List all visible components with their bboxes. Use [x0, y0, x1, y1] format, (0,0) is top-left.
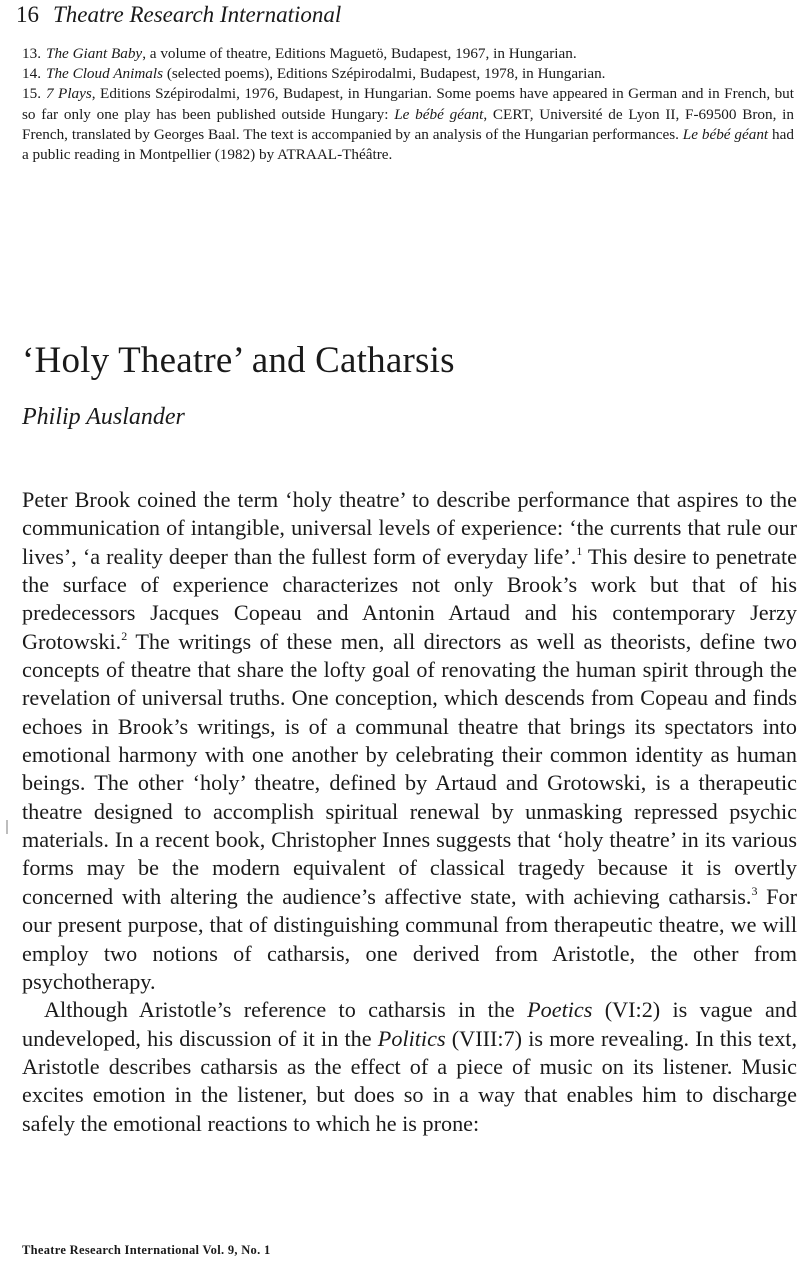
footnote-ref: 2	[121, 628, 128, 643]
note-text	[46, 45, 577, 62]
italic-text: Politics	[377, 1025, 446, 1051]
text-run: Although Aristotle’s reference to catharsis in the	[44, 997, 528, 1023]
footer-citation: Theatre Research International Vol. 9, No. 1	[22, 1243, 271, 1257]
text-run: The writings of these men, all directors as well as theorists, define two concepts of theatre that share the lofty goal of renovating the human spirit through the revelation of universal truths. One conception, which descends from Copeau and finds echoes in Brook’s writings, is of a communal theatre that brings its spectators into emotional harmony with one another by celebrating their common identity as human beings. The other ‘holy’ theatre, defined by Artaud and Grotowski, is a therapeutic theatre designed to accomplish spiritual renewal by unmasking repressed psychic materials. In a recent book, Christopher Innes suggests that ‘holy theatre’ in its various forms may be the modern equivalent of classical tragedy because it is overtly concerned with altering the audience’s affective state, with achieving catharsis.	[22, 628, 797, 909]
body-paragraph	[22, 486, 797, 996]
endnotes	[22, 44, 794, 165]
text-run: , a volume of theatre, Editions Maguetö, Budapest, 1967, in Hungarian.	[142, 45, 577, 62]
body-paragraph	[22, 996, 797, 1138]
note-number: 13.	[22, 45, 41, 62]
italic-text: Le bébé géant	[682, 125, 769, 143]
italic-text: Poetics	[527, 997, 593, 1023]
italic-text: The Giant Baby	[46, 45, 143, 62]
endnote-13	[22, 44, 794, 64]
text-run: (VIII:7) is more revealing. In this text, Aristotle describes catharsis as the effect of a piece of music on its listener. Music excites emotion in the listener, but does so in a way that enables him to discharge safely the emotional reactions to which he is prone:	[22, 1025, 798, 1136]
italic-text: 7 Plays	[46, 85, 92, 103]
text-run: (VI:2) is vague and undeveloped, his discussion of it in the	[22, 997, 797, 1051]
text-run: , CERT, Université de Lyon II, F-69500 Bron, in French, translated by Georges Baal. The text is accompanied by an analysis of the Hungarian performances.	[22, 105, 794, 143]
italic-text: The Cloud Animals	[46, 65, 164, 83]
running-head	[16, 0, 341, 30]
italic-text: Le bébé géant	[394, 105, 484, 123]
endnote-14	[22, 64, 794, 84]
page-number: 16	[16, 2, 39, 27]
article-author: Philip Auslander	[22, 404, 185, 430]
text-run: Peter Brook coined the term ‘holy theatre’ to describe performance that aspires to the communication of intangible, universal levels of experience: ‘the currents that rule our lives’, ‘a reality deeper than the fullest form of everyday life’.	[22, 487, 797, 569]
footnote-ref: 3	[751, 883, 758, 898]
note-text	[46, 65, 605, 82]
journal-title: Theatre Research International	[53, 2, 342, 27]
text-run: , Editions Szépirodalmi, 1976, Budapest, in Hungarian. Some poems have appeared in German and in French, but so far only one play has been published outside Hungary:	[22, 85, 794, 123]
endnote-15	[22, 84, 794, 165]
text-run: (selected poems), Editions Szépirodalmi, Budapest, 1978, in Hungarian.	[163, 65, 606, 83]
note-text	[22, 85, 794, 163]
footnote-ref: 1	[576, 543, 583, 558]
text-run: had a public reading in Montpellier (1982) by ATRAAL-Théâtre.	[22, 125, 794, 164]
text-run: This desire to penetrate the surface of experience characterizes not only Brook’s work but that of his predecessors Jacques Copeau and Antonin Artaud and his contemporary Jerzy Grotowski.	[22, 543, 797, 654]
article-title: ‘Holy Theatre’ and Catharsis	[22, 340, 455, 381]
note-number: 14.	[22, 65, 41, 83]
note-number: 15.	[22, 85, 41, 103]
article-body	[22, 486, 797, 1138]
text-run: For our present purpose, that of distinguishing communal from therapeutic theatre, we will employ two notions of catharsis, one derived from Aristotle, the other from psychotherapy.	[22, 883, 797, 994]
margin-mark	[6, 820, 8, 834]
